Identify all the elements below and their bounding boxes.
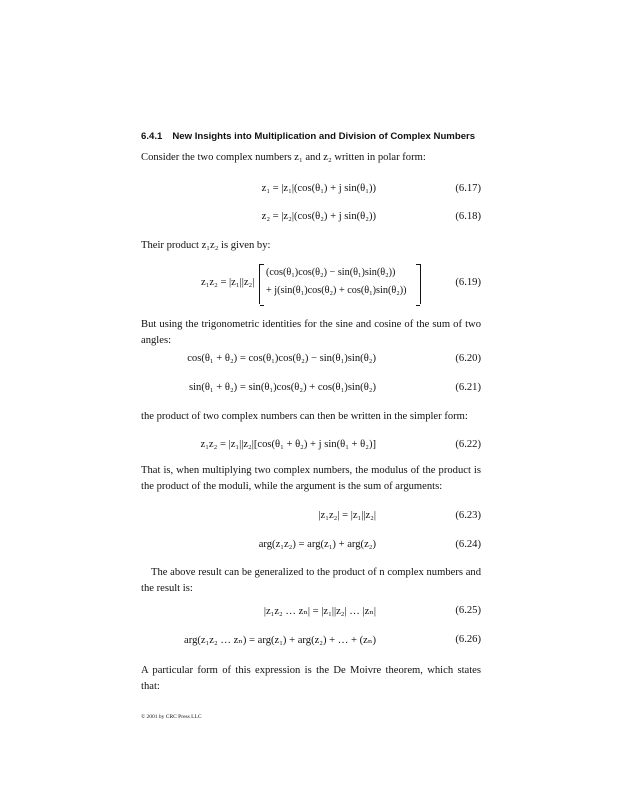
equation-body: z₁ = |z₁|(cos(θ₁) + j sin(θ₁)) <box>261 183 376 194</box>
section-number: 6.4.1 <box>141 131 163 142</box>
equation-6-22 <box>141 439 481 457</box>
equation-body: z₂ = |z₂|(cos(θ₂) + j sin(θ₂)) <box>261 211 376 222</box>
equation-body: arg(z₁z₂ … zₙ) = arg(z₁) + arg(z₂) + … + (zₙ) <box>184 635 376 646</box>
equation-label: (6.24) <box>455 539 481 550</box>
equation-6-21 <box>141 382 481 400</box>
equation-body: arg(z₁z₂) = arg(z₁) + arg(z₂) <box>258 539 376 550</box>
paragraph-product: Their product z₁z₂ is given by: <box>141 240 271 251</box>
copyright-footer: © 2001 by CRC Press LLC <box>141 714 202 720</box>
equation-6-26 <box>141 634 481 652</box>
equation-label: (6.23) <box>455 510 481 521</box>
equation-body: cos(θ₁ + θ₂) = cos(θ₁)cos(θ₂) − sin(θ₁)sin(θ₂) <box>187 353 376 364</box>
equation-label: (6.20) <box>455 353 481 364</box>
matrix-bracket <box>259 264 421 304</box>
equation-body: z₁z₂ = |z₁||z₂|[cos(θ₁ + θ₂) + j sin(θ₁ + θ₂)] <box>200 439 376 450</box>
equation-body: sin(θ₁ + θ₂) = sin(θ₁)cos(θ₂) + cos(θ₁)sin(θ₂) <box>188 382 376 393</box>
paragraph-generalized: The above result can be generalized to the product of n complex numbers and the result is: <box>141 567 481 594</box>
equation-body: |z₁z₂| = |z₁||z₂| <box>318 510 376 521</box>
equation-label: (6.22) <box>455 439 481 450</box>
equation-label: (6.18) <box>455 211 481 222</box>
equation-6-20 <box>141 353 481 371</box>
section-title: New Insights into Multiplication and Division of Complex Numbers <box>172 131 476 142</box>
equation-6-18 <box>141 211 481 229</box>
equation-label: (6.26) <box>455 634 481 645</box>
paragraph-moduli: That is, when multiplying two complex numbers, the modulus of the product is the product of the moduli, while the argument is the sum of arguments: <box>141 465 481 492</box>
section-heading <box>141 131 486 142</box>
paragraph-intro: Consider the two complex numbers z₁ and z₂ written in polar form: <box>141 152 426 163</box>
equation-label: (6.17) <box>455 183 481 194</box>
equation-label: (6.21) <box>455 382 481 393</box>
paragraph-de-moivre: A particular form of this expression is the De Moivre theorem, which states that: <box>141 665 481 692</box>
equation-6-23 <box>141 510 481 528</box>
equation-body: |z₁z₂ … zₙ| = |z₁||z₂| … |zₙ| <box>263 606 376 617</box>
equation-lhs: z₁z₂ = |z₁||z₂| <box>201 277 255 288</box>
paragraph-simpler: the product of two complex numbers can then be written in the simpler form: <box>141 411 468 422</box>
equation-6-17 <box>141 183 481 201</box>
paragraph-identities: But using the trigonometric identities for the sine and cosine of the sum of two angles: <box>141 319 481 346</box>
equation-label: (6.25) <box>455 605 481 616</box>
equation-row-1: (cos(θ₁)cos(θ₂) − sin(θ₁)sin(θ₂)) <box>266 267 396 278</box>
equation-6-24 <box>141 539 481 557</box>
equation-6-19 <box>141 264 481 308</box>
equation-row-2: + j(sin(θ₁)cos(θ₂) + cos(θ₁)sin(θ₂)) <box>266 285 407 296</box>
equation-6-25 <box>141 605 481 623</box>
equation-label: (6.19) <box>455 277 481 288</box>
